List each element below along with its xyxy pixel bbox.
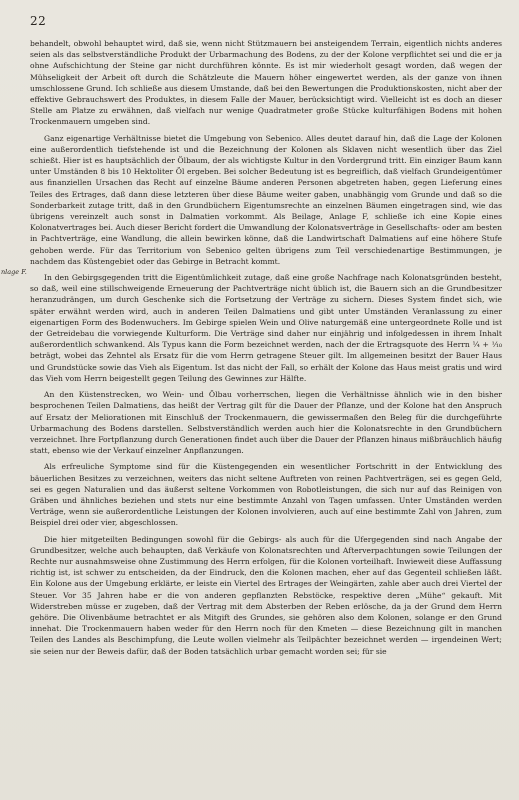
body-text [30, 38, 502, 662]
paragraph: In den Gebirgsgegenden tritt die Eigentümlichkeit zutage, daß eine große Nachfrage nach Kolonatsgründen besteht, so daß, weil eine stillschweigende Erneuerung der Pachtverträge nicht üblich ist, die Bauern sich an die Grundbesitzer heranzudrängen, um durch Geschenke sich die Fortsetzung der Verträge zu sichern. Dieses System findet sich, wie später erwähnt werden wird, auch in anderen Teilen Dalmatiens und gibt unter Umständen Veranlassung zu einer eigenartigen Form des Bodenwuchers. Im Gebirge spielen Wein und Olive naturgemäß eine untergeordnete Rolle und ist der Getreidebau die vorwiegende Kulturform. Die Verträge sind daher nur einjährig und infolgedessen in ihrem Inhalt außerordentlich schwankend. Als Typus kann die Form bezeichnet werden, nach der die Ertragsquote des Herrn ¼ + ⅒ beträgt, wobei das Zehntel als Ersatz für die vom Herrn getragene Steuer gilt. Im allgemeinen besitzt der Bauer Haus und Grundstücke sowie das Vieh als Eigentum. Ist das nicht der Fall, so erhält der Kolone das Haus meist gratis und wird das Vieh vom Herrn beigestellt gegen Teilung des Gewinnes zur Hälfte. [30, 273, 502, 383]
paragraph: behandelt, obwohl behauptet wird, daß sie, wenn nicht Stützmauern bei ansteigendem Terrain, eigentlich nichts anderes seien als das selbstverständliche Produkt der Urbarmachung des Bodens, zu der der Kolone verpflichtet sei und die er ja ohne Aufschichtung der Steine gar nicht durchführen könnte. Es ist mir wiederholt gesagt worden, daß wegen der Mühseligkeit der Arbeit oft durch die Schätzleute die Mauern höher eingewertet werden, als der ganze von ihnen umschlossene Grund. Ich schließe aus diesem Umstande, daß bei den Bewertungen die Produktionskosten, nicht aber der effektive Gebrauchswert des Produktes, in diesem Falle der Mauer, berücksichtigt wird. Vielleicht ist es doch an dieser Stelle am Platze zu erwähnen, daß vielfach nur wenige Quadratmeter große Stücke kulturfähigen Bodens mit hohen Trockenmauern umgeben sind. [30, 39, 502, 127]
page-number: 22 [30, 14, 47, 28]
paragraph: Ganz eigenartige Verhältnisse bietet die Umgebung von Sebenico. Alles deutet darauf hin, daß die Lage der Kolonen eine außerordentlich tiefstehende ist und die Bezeichnung der Kolonen als Sklaven nicht wesentlich über das Ziel schießt. Hier ist es hauptsächlich der Ölbaum, der als wichtigste Kultur in den Vordergrund tritt. Ein einziger Baum kann unter Umständen 8 bis 10 Hektoliter Öl ergeben. Bei solcher Bedeutung ist es begreiflich, daß vielfach Grundeigentümer aus finanziellen Ursachen das Recht auf einzelne Bäume anderen Personen abgetreten haben, gegen Lieferung eines Teiles des Ertrages, daß dann diese letzteren über diese Bäume weiter gaben, unabhängig vom Grunde und daß so die Sonderbarkeit zutage tritt, daß in den Grundbüchern Eigentumsrechte an einzelnen Bäumen eingetragen sind, wie das übrigens vereinzelt auch sonst in Dalmatien vorkommt. Als Beilage, Anlage F, schließe ich eine Kopie eines Kolonatvertrages bei. Auch dieser Bericht fordert die Umwandlung der Kolonatsverträge in Gesellschafts- oder am besten in Pachtverträge, eine Wandlung, die allein bewirken könne, daß die Landwirtschaft Dalmatiens auf eine höhere Stufe gehoben werde. Für das Territorium von Sebenico gelten übrigens zum Teil verschiedenartige Bestimmungen, je nachdem das Küstengebiet oder das Gebirge in Betracht kommt. [30, 133, 502, 266]
paragraph: Die hier mitgeteilten Bedingungen sowohl für die Gebirgs- als auch für die Ufergegenden sind nach Angabe der Grundbesitzer, welche auch behaupten, daß Verkäufe von Kolonatsrechten und Afterverpachtungen sowie Teilungen der Rechte nur ausnahmsweise ohne Zustimmung des Herrn erfolgen, für die Kolonen vorteilhaft. Inwieweit diese Auffassung richtig ist, ist schwer zu entscheiden, da der Eindruck, den die Kolonen machen, eher auf das Gegenteil schließen läßt. Ein Kolone aus der Umgebung erklärte, er leiste ein Viertel des Ertrages der Weingärten, zahle aber auch drei Viertel der Steuer. Vor 35 Jahren habe er die von anderen gepflanzten Rebstöcke, respektive deren „Mühe“ gekauft. Mit Widerstreben müsse er zugeben, daß der Vertrag mit dem Absterben der Reben erlösche, da ja der Grund dem Herrn gehöre. Die Olivenbäume betrachtet er als Mitgift des Grundes, sie gehören also dem Kolonen, solange er den Grund innehat. Die Trockenmauern haben weder für den Herrn noch für den Kmeten — diese Bezeichnung gilt in manchen Teilen des Landes als Beschimpfung, die Leute wollen vielmehr als Teilpächter bezeichnet werden — irgendeinen Wert; sie seien nur der Beweis dafür, daß der Boden tatsächlich urbar gemacht worden sei; für sie [30, 534, 502, 656]
paragraph: Als erfreuliche Symptome sind für die Küstengegenden ein wesentlicher Fortschritt in der Entwicklung des bäuerlichen Besitzes zu verzeichnen, weiters das nicht seltene Auftreten von reinen Pachtverträgen, sei es gegen Geld, sei es gegen Naturalien und das äußerst seltene Vorkommen von Robotleistungen, die sich nur auf das Reinigen von Gräben und ähnliches beziehen und stets nur eine bestimmte Anzahl von Tagen umfassen. Unter Umständen werden Verträge, wenn sie außerordentliche Leistungen der Kolonen involvieren, auch auf eine bestimmte Zahl von Jahren, zum Beispiel drei oder vier, abgeschlossen. [30, 462, 502, 528]
margin-note: nlage F. [1, 268, 27, 276]
paragraph: An den Küstenstrecken, wo Wein- und Ölbau vorherrschen, liegen die Verhältnisse ähnlich wie in den bisher besprochenen Teilen Dalmatiens, das heißt der Vertrag gilt für die Dauer der Pflanze, und der Kolone hat den Anspruch auf Ersatz der Meliorationen mit Einschluß der Trockenmauern, die gewissermaßen den Beleg für die durchgeführte Urbarmachung des Bodens darstellen. Selbstverständlich werden auch hier die Kolonatsrechte in den Grundbüchern verzeichnet. Ihre Fortpflanzung durch Generationen findet auch über die Dauer der Pflanzen hinaus mißbräuchlich häufig statt, ebenso wie der Verkauf einzelner Anpflanzungen. [30, 390, 502, 456]
